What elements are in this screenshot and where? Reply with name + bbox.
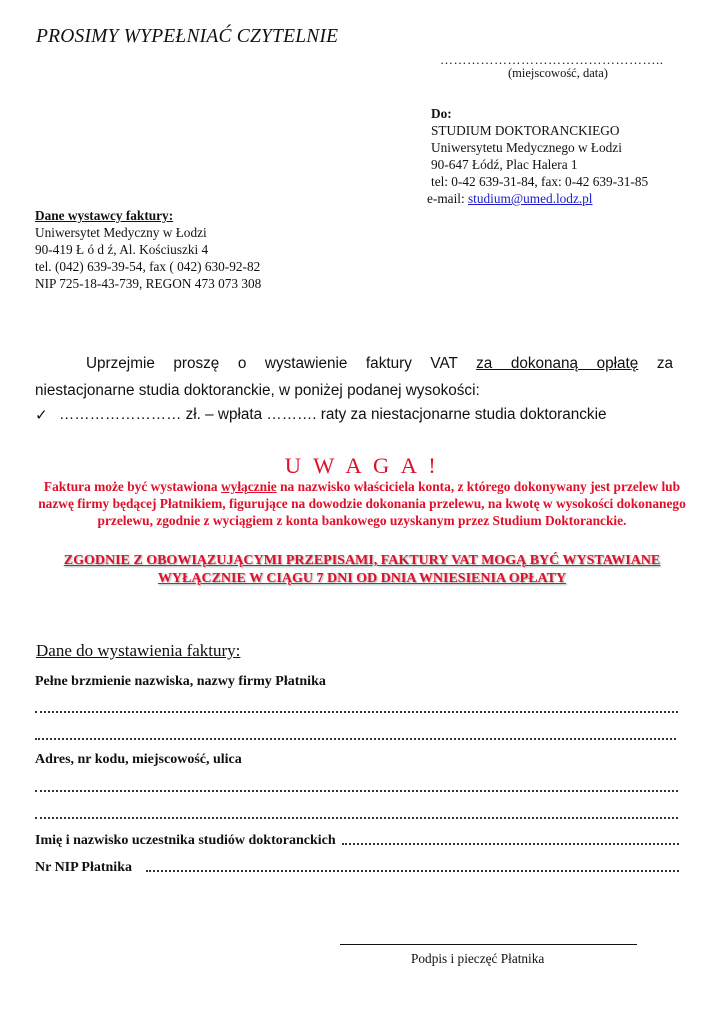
notice-deadline-line-2: WYŁĄCZNIE W CIĄGU 7 DNI OD DNIA WNIESIENIA OPŁATY: [157, 571, 567, 586]
form-heading: Dane do wystawienia faktury:: [36, 641, 241, 660]
nip-input[interactable]: [146, 870, 679, 872]
recipient-to-label: Do:: [431, 106, 452, 121]
request-underlined: za dokonaną opłatę: [476, 355, 639, 372]
request-text-1: Uprzejmie proszę o wystawienie faktury VAT: [86, 355, 477, 372]
notice-text: [36, 478, 688, 529]
issuer-line-3: tel. (042) 639-39-54, fax ( 042) 630-92-82: [35, 259, 261, 274]
notice-deadline-line-1: ZGODNIE Z OBOWIĄZUJĄCYMI PRZEPISAMI, FAKTURY VAT MOGĄ BYĆ WYSTAWIANE: [63, 553, 661, 568]
recipient-email-row: [427, 190, 648, 207]
recipient-line-2: Uniwersytetu Medycznego w Łodzi: [431, 140, 622, 155]
payment-line: [35, 406, 675, 425]
field-label-address: Adres, nr kodu, miejscowość, ulica: [35, 752, 242, 767]
nip-row: [35, 860, 679, 876]
recipient-line-4: tel: 0-42 639-31-84, fax: 0-42 639-31-85: [431, 174, 649, 189]
signature-label: Podpis i pieczęć Płatnika: [411, 951, 545, 966]
field-label-payer-name: Pełne brzmienie nazwiska, nazwy firmy Płatnika: [35, 674, 326, 689]
signature-line: [340, 944, 637, 945]
payment-line-text: …………………… zł. – wpłata ………. raty za niestacjonarne studia doktoranckie: [59, 406, 607, 423]
notice-text-before: Faktura może być wystawiona: [43, 479, 221, 494]
issuer-details: [35, 207, 261, 292]
notice-deadline: [30, 552, 694, 588]
request-line-2: niestacjonarne studia doktoranckie, w poniżej podanej wysokości:: [35, 382, 480, 399]
notice-text-underlined: wyłącznie: [220, 479, 277, 494]
checkmark-icon: ✓: [35, 407, 48, 424]
recipient-address: [427, 105, 649, 207]
payer-name-input-2[interactable]: [35, 738, 676, 740]
notice-text-after: na nazwisko właściciela konta, z którego dokonywany jest przelew lub nazwę firmy będącej Płatnikiem, figurujące na dowodzie dokonania przelewu, na kwotę w wysokości dokonanego przelewu, zgodnie z wyciągiem z konta bankowego uzyskanym przez Studium Doktoranckie.: [38, 479, 686, 528]
field-label-nip: Nr NIP Płatnika: [35, 860, 132, 875]
form-title: PROSIMY WYPEŁNIAĆ CZYTELNIE: [36, 26, 339, 47]
address-input-1[interactable]: [35, 790, 678, 792]
email-label: e-mail:: [427, 191, 468, 206]
recipient-line-1: STUDIUM DOKTORANCKIEGO: [431, 123, 620, 138]
participant-row: [35, 833, 679, 849]
issuer-line-1: Uniwersytet Medyczny w Łodzi: [35, 225, 207, 240]
place-date-dots: …………………………………………..: [440, 52, 664, 67]
payer-name-input-1[interactable]: [35, 711, 678, 713]
issuer-line-4: NIP 725-18-43-739, REGON 473 073 308: [35, 276, 262, 291]
issuer-heading: Dane wystawcy faktury:: [35, 208, 174, 223]
place-date-label: (miejscowość, data): [508, 66, 608, 80]
request-text-2: za: [638, 355, 673, 372]
notice-title: U W A G A !: [284, 453, 440, 478]
invoice-request: [35, 350, 673, 404]
field-label-participant: Imię i nazwisko uczestnika studiów doktoranckich: [35, 833, 336, 848]
address-input-2[interactable]: [35, 817, 678, 819]
recipient-line-3: 90-647 Łódź, Plac Halera 1: [431, 157, 578, 172]
participant-input[interactable]: [342, 843, 679, 845]
request-line-1: [35, 350, 673, 377]
issuer-line-2: 90-419 Ł ó d ź, Al. Kościuszki 4: [35, 242, 209, 257]
email-link[interactable]: studium@umed.lodz.pl: [467, 191, 593, 206]
